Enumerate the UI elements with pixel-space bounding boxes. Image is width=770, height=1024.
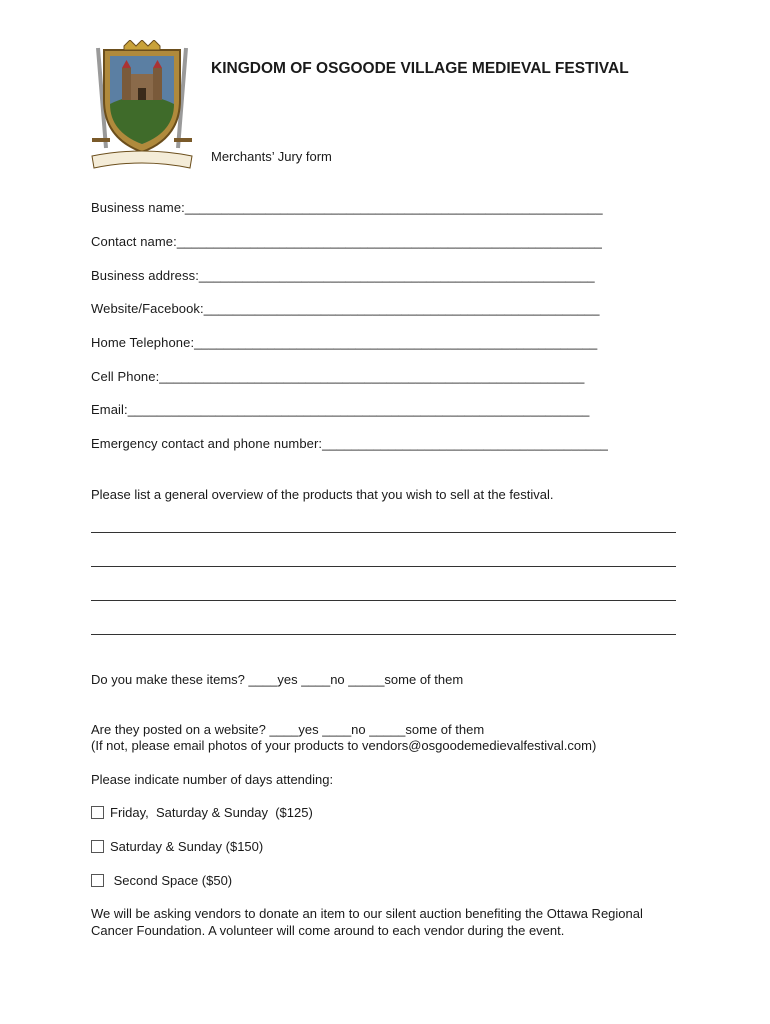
products-line-4[interactable]	[91, 634, 676, 635]
website-posted-question[interactable]: Are they posted on a website? ____yes ____no _____some of them	[91, 722, 485, 737]
option-fri-sat-sun[interactable]	[91, 805, 313, 820]
form-title: KINGDOM OF OSGOODE VILLAGE MEDIEVAL FESTIVAL	[211, 60, 629, 77]
website-facebook-field[interactable]: Website/Facebook:______________________________________________________	[91, 301, 600, 316]
products-prompt: Please list a general overview of the products that you wish to sell at the festival.	[91, 487, 554, 502]
option-label: Second Space ($50)	[110, 873, 233, 888]
products-line-2[interactable]	[91, 566, 676, 567]
form-subtitle: Merchants’ Jury form	[211, 149, 332, 164]
home-telephone-field[interactable]: Home Telephone:_______________________________________________________	[91, 335, 598, 350]
option-label: Friday, Saturday & Sunday ($125)	[110, 805, 313, 820]
checkbox-icon[interactable]	[91, 806, 104, 819]
products-line-3[interactable]	[91, 600, 676, 601]
contact-name-field[interactable]: Contact name:__________________________________________________________	[91, 234, 602, 249]
make-items-question[interactable]: Do you make these items? ____yes ____no _____some of them	[91, 672, 464, 687]
festival-crest-logo	[84, 40, 200, 174]
option-second-space[interactable]	[91, 873, 232, 888]
option-sat-sun[interactable]	[91, 839, 263, 854]
checkbox-icon[interactable]	[91, 874, 104, 887]
auction-note-line-2: Cancer Foundation. A volunteer will come around to each vendor during the event.	[91, 923, 565, 938]
auction-note-line-1: We will be asking vendors to donate an item to our silent auction benefiting the Ottawa Regional	[91, 906, 643, 921]
products-line-1[interactable]	[91, 532, 676, 533]
email-field[interactable]: Email:_______________________________________________________________	[91, 402, 590, 417]
days-attending-prompt: Please indicate number of days attending:	[91, 772, 334, 787]
emergency-contact-field[interactable]: Emergency contact and phone number:_______________________________________	[91, 436, 609, 451]
business-address-field[interactable]: Business address:______________________________________________________	[91, 268, 595, 283]
email-photos-note: (If not, please email photos of your products to vendors@osgoodemedievalfestival.com)	[91, 738, 597, 753]
option-label: Saturday & Sunday ($150)	[110, 839, 264, 854]
business-name-field[interactable]: Business name:_________________________________________________________	[91, 200, 603, 215]
checkbox-icon[interactable]	[91, 840, 104, 853]
cell-phone-field[interactable]: Cell Phone:__________________________________________________________	[91, 369, 585, 384]
